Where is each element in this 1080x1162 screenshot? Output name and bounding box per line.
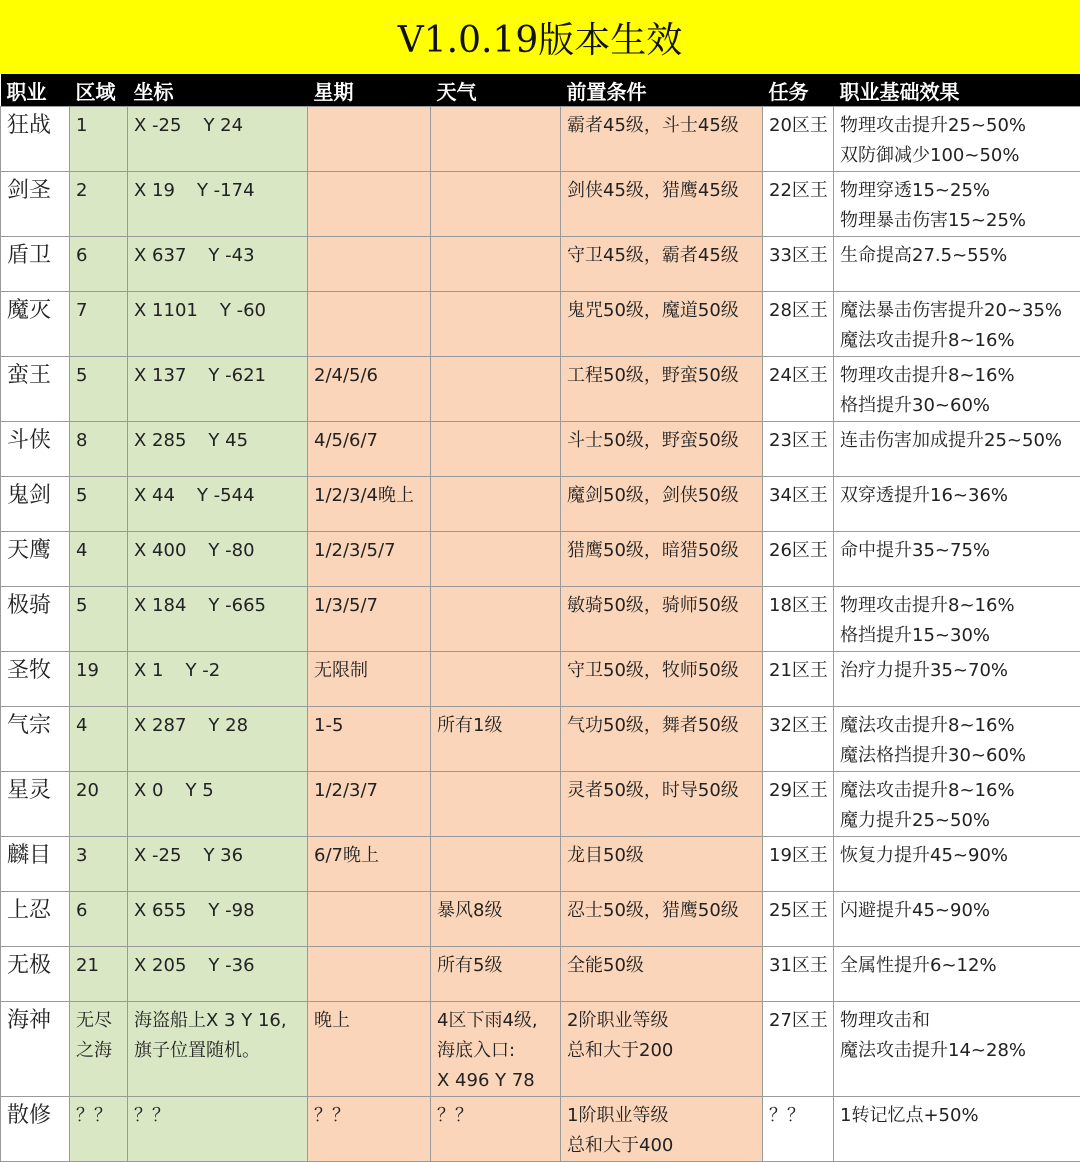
effect-cell-line: 恢复力提升45~90% [840, 841, 1080, 871]
coord-cell [128, 837, 308, 892]
task-cell-line: 29区王 [769, 776, 833, 806]
effect-cell [834, 772, 1080, 837]
job-name: 麟目 [1, 837, 70, 892]
weather-cell [431, 422, 561, 477]
prerequisite-cell [561, 707, 763, 772]
job-name: 鬼剑 [1, 477, 70, 532]
effect-cell-line: 魔法暴击伤害提升20~35% [840, 296, 1080, 326]
area-cell [70, 707, 128, 772]
coord-x: X 205 [134, 951, 186, 981]
weather-cell [431, 1002, 561, 1097]
weather-cell [431, 947, 561, 1002]
effect-cell-line: 魔法格挡提升30~60% [840, 741, 1080, 771]
effect-cell-line: 命中提升35~75% [840, 536, 1080, 566]
table-row [1, 477, 1080, 532]
prerequisite-cell [561, 292, 763, 357]
prerequisite-cell-line: 魔剑50级，剑侠50级 [567, 481, 762, 511]
coord-cell [128, 292, 308, 357]
coord-y: Y -36 [208, 951, 254, 981]
coord-cell-line: ？？ [134, 1101, 307, 1131]
weather-cell-line: ？？ [437, 1101, 560, 1131]
effect-cell [834, 532, 1080, 587]
effect-cell-line: 物理攻击提升8~16% [840, 591, 1080, 621]
prerequisite-cell-line: 总和大于400 [567, 1131, 762, 1161]
effect-cell-line: 治疗力提升35~70% [840, 656, 1080, 686]
job-name: 盾卫 [1, 237, 70, 292]
area-cell [70, 292, 128, 357]
area-cell [70, 107, 128, 172]
week-cell [308, 477, 431, 532]
coord-y: Y -544 [197, 481, 255, 511]
table-row [1, 892, 1080, 947]
header-area: 区域 [70, 74, 128, 107]
prerequisite-cell-line: 总和大于200 [567, 1036, 762, 1066]
coord-x: X 1101 [134, 296, 198, 326]
week-cell-line: 1/2/3/5/7 [314, 536, 430, 566]
prerequisite-cell-line: 1阶职业等级 [567, 1101, 762, 1131]
weather-cell-line: 暴风8级 [437, 896, 560, 926]
area-cell-line: 5 [76, 481, 127, 511]
coord-cell [128, 947, 308, 1002]
prerequisite-cell-line: 霸者45级，斗士45级 [567, 111, 762, 141]
coord-cell [128, 422, 308, 477]
week-cell-line: 晚上 [314, 1006, 430, 1036]
week-cell-line: ？？ [314, 1101, 430, 1131]
prerequisite-cell-line: 敏骑50级，骑师50级 [567, 591, 762, 621]
table-row [1, 652, 1080, 707]
prerequisite-cell-line: 剑侠45级，猎鹰45级 [567, 176, 762, 206]
task-cell [763, 707, 834, 772]
week-cell-line: 1-5 [314, 711, 430, 741]
task-cell-line: 22区王 [769, 176, 833, 206]
area-cell-line: 21 [76, 951, 127, 981]
coord-y: Y -665 [208, 591, 266, 621]
weather-cell [431, 292, 561, 357]
task-cell-line: ？？ [769, 1101, 833, 1131]
task-cell [763, 947, 834, 1002]
area-cell-line: 7 [76, 296, 127, 326]
weather-cell [431, 532, 561, 587]
prerequisite-cell-line: 鬼咒50级，魔道50级 [567, 296, 762, 326]
prerequisite-cell-line: 忍士50级，猎鹰50级 [567, 896, 762, 926]
coord-y: Y -43 [208, 241, 254, 271]
area-cell-line: 无尽 [76, 1006, 127, 1036]
task-cell-line: 33区王 [769, 241, 833, 271]
table-row [1, 1097, 1080, 1162]
area-cell [70, 892, 128, 947]
coord-x: X 285 [134, 426, 186, 456]
prerequisite-cell [561, 107, 763, 172]
prerequisite-cell [561, 422, 763, 477]
effect-cell-line: 闪避提升45~90% [840, 896, 1080, 926]
area-cell [70, 237, 128, 292]
header-week: 星期 [308, 74, 431, 107]
effect-cell [834, 422, 1080, 477]
prerequisite-cell [561, 532, 763, 587]
effect-cell-line: 物理攻击和 [840, 1006, 1080, 1036]
table-row [1, 292, 1080, 357]
effect-cell-line: 魔法攻击提升8~16% [840, 776, 1080, 806]
week-cell [308, 1097, 431, 1162]
effect-cell-line: 魔法攻击提升14~28% [840, 1036, 1080, 1066]
effect-cell [834, 237, 1080, 292]
header-prerequisite: 前置条件 [561, 74, 763, 107]
effect-cell [834, 892, 1080, 947]
week-cell-line: 1/3/5/7 [314, 591, 430, 621]
coord-cell [128, 237, 308, 292]
week-cell [308, 947, 431, 1002]
task-cell-line: 19区王 [769, 841, 833, 871]
coord-cell-line: 海盗船上X 3 Y 16, [134, 1006, 307, 1036]
prerequisite-cell [561, 892, 763, 947]
weather-cell [431, 477, 561, 532]
job-name: 散修 [1, 1097, 70, 1162]
job-name: 星灵 [1, 772, 70, 837]
prerequisite-cell [561, 1097, 763, 1162]
area-cell-line: 之海 [76, 1036, 127, 1066]
prerequisite-cell-line: 2阶职业等级 [567, 1006, 762, 1036]
prerequisite-cell [561, 357, 763, 422]
coord-x: X 400 [134, 536, 186, 566]
week-cell [308, 837, 431, 892]
effect-cell [834, 652, 1080, 707]
effect-cell-line: 魔法攻击提升8~16% [840, 711, 1080, 741]
weather-cell-line: 所有5级 [437, 951, 560, 981]
effect-cell-line: 魔法攻击提升8~16% [840, 326, 1080, 356]
job-name: 剑圣 [1, 172, 70, 237]
effect-cell-line: 全属性提升6~12% [840, 951, 1080, 981]
prerequisite-cell-line: 灵者50级，时导50级 [567, 776, 762, 806]
table-row [1, 107, 1080, 172]
effect-cell [834, 587, 1080, 652]
task-cell [763, 477, 834, 532]
coord-cell [128, 1097, 308, 1162]
prerequisite-cell-line: 龙目50级 [567, 841, 762, 871]
coord-x: X 637 [134, 241, 186, 271]
area-cell-line: 19 [76, 656, 127, 686]
task-cell-line: 28区王 [769, 296, 833, 326]
task-cell [763, 772, 834, 837]
area-cell [70, 947, 128, 1002]
task-cell [763, 107, 834, 172]
weather-cell-line: 所有1级 [437, 711, 560, 741]
job-name: 魔灭 [1, 292, 70, 357]
header-job: 职业 [1, 74, 70, 107]
coord-cell [128, 172, 308, 237]
table-row [1, 772, 1080, 837]
coord-y: Y -60 [220, 296, 266, 326]
effect-cell-line: 魔力提升25~50% [840, 806, 1080, 836]
area-cell [70, 532, 128, 587]
area-cell [70, 587, 128, 652]
table-row [1, 837, 1080, 892]
table-row [1, 947, 1080, 1002]
effect-cell [834, 172, 1080, 237]
weather-cell [431, 107, 561, 172]
coord-y: Y -98 [208, 896, 254, 926]
weather-cell [431, 892, 561, 947]
week-cell-line: 无限制 [314, 656, 430, 686]
job-name: 上忍 [1, 892, 70, 947]
coord-y: Y 36 [203, 841, 243, 871]
coord-y: Y 24 [203, 111, 243, 141]
coord-y: Y -621 [208, 361, 266, 391]
weather-cell [431, 652, 561, 707]
coord-cell [128, 107, 308, 172]
coord-y: Y -174 [197, 176, 255, 206]
weather-cell-line: X 496 Y 78 [437, 1066, 560, 1096]
area-cell [70, 772, 128, 837]
coord-cell [128, 477, 308, 532]
area-cell [70, 172, 128, 237]
table-row [1, 1002, 1080, 1097]
task-cell [763, 652, 834, 707]
coord-cell [128, 357, 308, 422]
coord-y: Y -2 [186, 656, 221, 686]
effect-cell-line: 物理攻击提升8~16% [840, 361, 1080, 391]
weather-cell [431, 172, 561, 237]
prerequisite-cell [561, 477, 763, 532]
coord-x: X 184 [134, 591, 186, 621]
coord-cell [128, 892, 308, 947]
week-cell [308, 892, 431, 947]
effect-cell-line: 双穿透提升16~36% [840, 481, 1080, 511]
week-cell [308, 772, 431, 837]
area-cell-line: 3 [76, 841, 127, 871]
job-name: 斗侠 [1, 422, 70, 477]
task-cell-line: 18区王 [769, 591, 833, 621]
table-row [1, 172, 1080, 237]
prerequisite-cell-line: 守卫45级，霸者45级 [567, 241, 762, 271]
job-name: 极骑 [1, 587, 70, 652]
prerequisite-cell [561, 837, 763, 892]
coord-x: X 287 [134, 711, 186, 741]
coord-y: Y 45 [208, 426, 248, 456]
prerequisite-cell-line: 猎鹰50级，暗猎50级 [567, 536, 762, 566]
prerequisite-cell [561, 947, 763, 1002]
coord-x: X 1 [134, 656, 164, 686]
coord-x: X -25 [134, 841, 181, 871]
task-cell [763, 1097, 834, 1162]
task-cell [763, 587, 834, 652]
job-table [0, 74, 1080, 1162]
coord-cell [128, 587, 308, 652]
effect-cell-line: 连击伤害加成提升25~50% [840, 426, 1080, 456]
task-cell [763, 357, 834, 422]
prerequisite-cell-line: 斗士50级，野蛮50级 [567, 426, 762, 456]
prerequisite-cell [561, 587, 763, 652]
area-cell-line: ？？ [76, 1101, 127, 1131]
effect-cell [834, 292, 1080, 357]
job-name: 海神 [1, 1002, 70, 1097]
area-cell-line: 4 [76, 711, 127, 741]
coord-x: X 137 [134, 361, 186, 391]
prerequisite-cell [561, 652, 763, 707]
task-cell [763, 422, 834, 477]
effect-cell-line: 生命提高27.5~55% [840, 241, 1080, 271]
week-cell [308, 422, 431, 477]
header-effect: 职业基础效果 [834, 74, 1080, 107]
week-cell-line: 1/2/3/7 [314, 776, 430, 806]
week-cell-line: 1/2/3/4晚上 [314, 481, 430, 511]
week-cell [308, 1002, 431, 1097]
week-cell-line: 4/5/6/7 [314, 426, 430, 456]
week-cell [308, 587, 431, 652]
task-cell-line: 34区王 [769, 481, 833, 511]
weather-cell [431, 587, 561, 652]
week-cell [308, 532, 431, 587]
coord-cell-line: 旗子位置随机。 [134, 1036, 307, 1066]
area-cell-line: 8 [76, 426, 127, 456]
coord-x: X 19 [134, 176, 175, 206]
effect-cell [834, 477, 1080, 532]
header-weather: 天气 [431, 74, 561, 107]
effect-cell [834, 1097, 1080, 1162]
task-cell [763, 532, 834, 587]
task-cell [763, 892, 834, 947]
prerequisite-cell [561, 772, 763, 837]
area-cell-line: 20 [76, 776, 127, 806]
effect-cell [834, 837, 1080, 892]
prerequisite-cell [561, 1002, 763, 1097]
table-row [1, 422, 1080, 477]
task-cell-line: 23区王 [769, 426, 833, 456]
coord-cell [128, 707, 308, 772]
weather-cell [431, 237, 561, 292]
task-cell [763, 1002, 834, 1097]
header-coord: 坐标 [128, 74, 308, 107]
table-row [1, 587, 1080, 652]
coord-y: Y -80 [208, 536, 254, 566]
week-cell-line: 6/7晚上 [314, 841, 430, 871]
prerequisite-cell-line: 全能50级 [567, 951, 762, 981]
week-cell [308, 292, 431, 357]
area-cell [70, 357, 128, 422]
prerequisite-cell-line: 守卫50级，牧师50级 [567, 656, 762, 686]
task-cell [763, 837, 834, 892]
task-cell-line: 20区王 [769, 111, 833, 141]
coord-x: X 655 [134, 896, 186, 926]
version-banner [0, 0, 1080, 74]
area-cell-line: 5 [76, 361, 127, 391]
task-cell-line: 32区王 [769, 711, 833, 741]
effect-cell-line: 格挡提升15~30% [840, 621, 1080, 651]
prerequisite-cell [561, 237, 763, 292]
area-cell [70, 837, 128, 892]
coord-cell [128, 532, 308, 587]
coord-cell [128, 652, 308, 707]
effect-cell [834, 357, 1080, 422]
area-cell [70, 477, 128, 532]
week-cell [308, 652, 431, 707]
task-cell [763, 172, 834, 237]
weather-cell-line: 4区下雨4级, [437, 1006, 560, 1036]
coord-x: X 44 [134, 481, 175, 511]
weather-cell [431, 707, 561, 772]
weather-cell [431, 837, 561, 892]
effect-cell [834, 707, 1080, 772]
coord-cell [128, 1002, 308, 1097]
area-cell-line: 6 [76, 896, 127, 926]
table-row [1, 357, 1080, 422]
job-name: 天鹰 [1, 532, 70, 587]
area-cell-line: 5 [76, 591, 127, 621]
task-cell-line: 26区王 [769, 536, 833, 566]
week-cell [308, 707, 431, 772]
week-cell [308, 357, 431, 422]
weather-cell [431, 357, 561, 422]
week-cell [308, 172, 431, 237]
page-title: V1.0.19版本生效 [398, 12, 683, 63]
task-cell-line: 24区王 [769, 361, 833, 391]
prerequisite-cell-line: 气功50级，舞者50级 [567, 711, 762, 741]
task-cell [763, 292, 834, 357]
area-cell-line: 1 [76, 111, 127, 141]
job-name: 蛮王 [1, 357, 70, 422]
coord-x: X 0 [134, 776, 164, 806]
effect-cell-line: 物理穿透15~25% [840, 176, 1080, 206]
area-cell [70, 652, 128, 707]
task-cell-line: 25区王 [769, 896, 833, 926]
area-cell [70, 422, 128, 477]
weather-cell [431, 772, 561, 837]
week-cell [308, 237, 431, 292]
effect-cell [834, 1002, 1080, 1097]
effect-cell-line: 物理暴击伤害15~25% [840, 206, 1080, 236]
prerequisite-cell-line: 工程50级，野蛮50级 [567, 361, 762, 391]
job-name: 狂战 [1, 107, 70, 172]
job-name: 气宗 [1, 707, 70, 772]
task-cell-line: 31区王 [769, 951, 833, 981]
job-name: 圣牧 [1, 652, 70, 707]
week-cell [308, 107, 431, 172]
effect-cell-line: 物理攻击提升25~50% [840, 111, 1080, 141]
table-header [1, 74, 1080, 107]
week-cell-line: 2/4/5/6 [314, 361, 430, 391]
coord-y: Y 28 [208, 711, 248, 741]
weather-cell [431, 1097, 561, 1162]
task-cell-line: 21区王 [769, 656, 833, 686]
area-cell-line: 4 [76, 536, 127, 566]
effect-cell-line: 双防御减少100~50% [840, 141, 1080, 171]
header-task: 任务 [763, 74, 834, 107]
task-cell-line: 27区王 [769, 1006, 833, 1036]
table-row [1, 237, 1080, 292]
coord-y: Y 5 [186, 776, 214, 806]
area-cell [70, 1097, 128, 1162]
effect-cell [834, 947, 1080, 1002]
table-row [1, 707, 1080, 772]
task-cell [763, 237, 834, 292]
area-cell [70, 1002, 128, 1097]
weather-cell-line: 海底入口: [437, 1036, 560, 1066]
area-cell-line: 2 [76, 176, 127, 206]
area-cell-line: 6 [76, 241, 127, 271]
effect-cell-line: 1转记忆点+50% [840, 1101, 1080, 1131]
job-name: 无极 [1, 947, 70, 1002]
coord-cell [128, 772, 308, 837]
effect-cell-line: 格挡提升30~60% [840, 391, 1080, 421]
table-row [1, 532, 1080, 587]
prerequisite-cell [561, 172, 763, 237]
coord-x: X -25 [134, 111, 181, 141]
effect-cell [834, 107, 1080, 172]
